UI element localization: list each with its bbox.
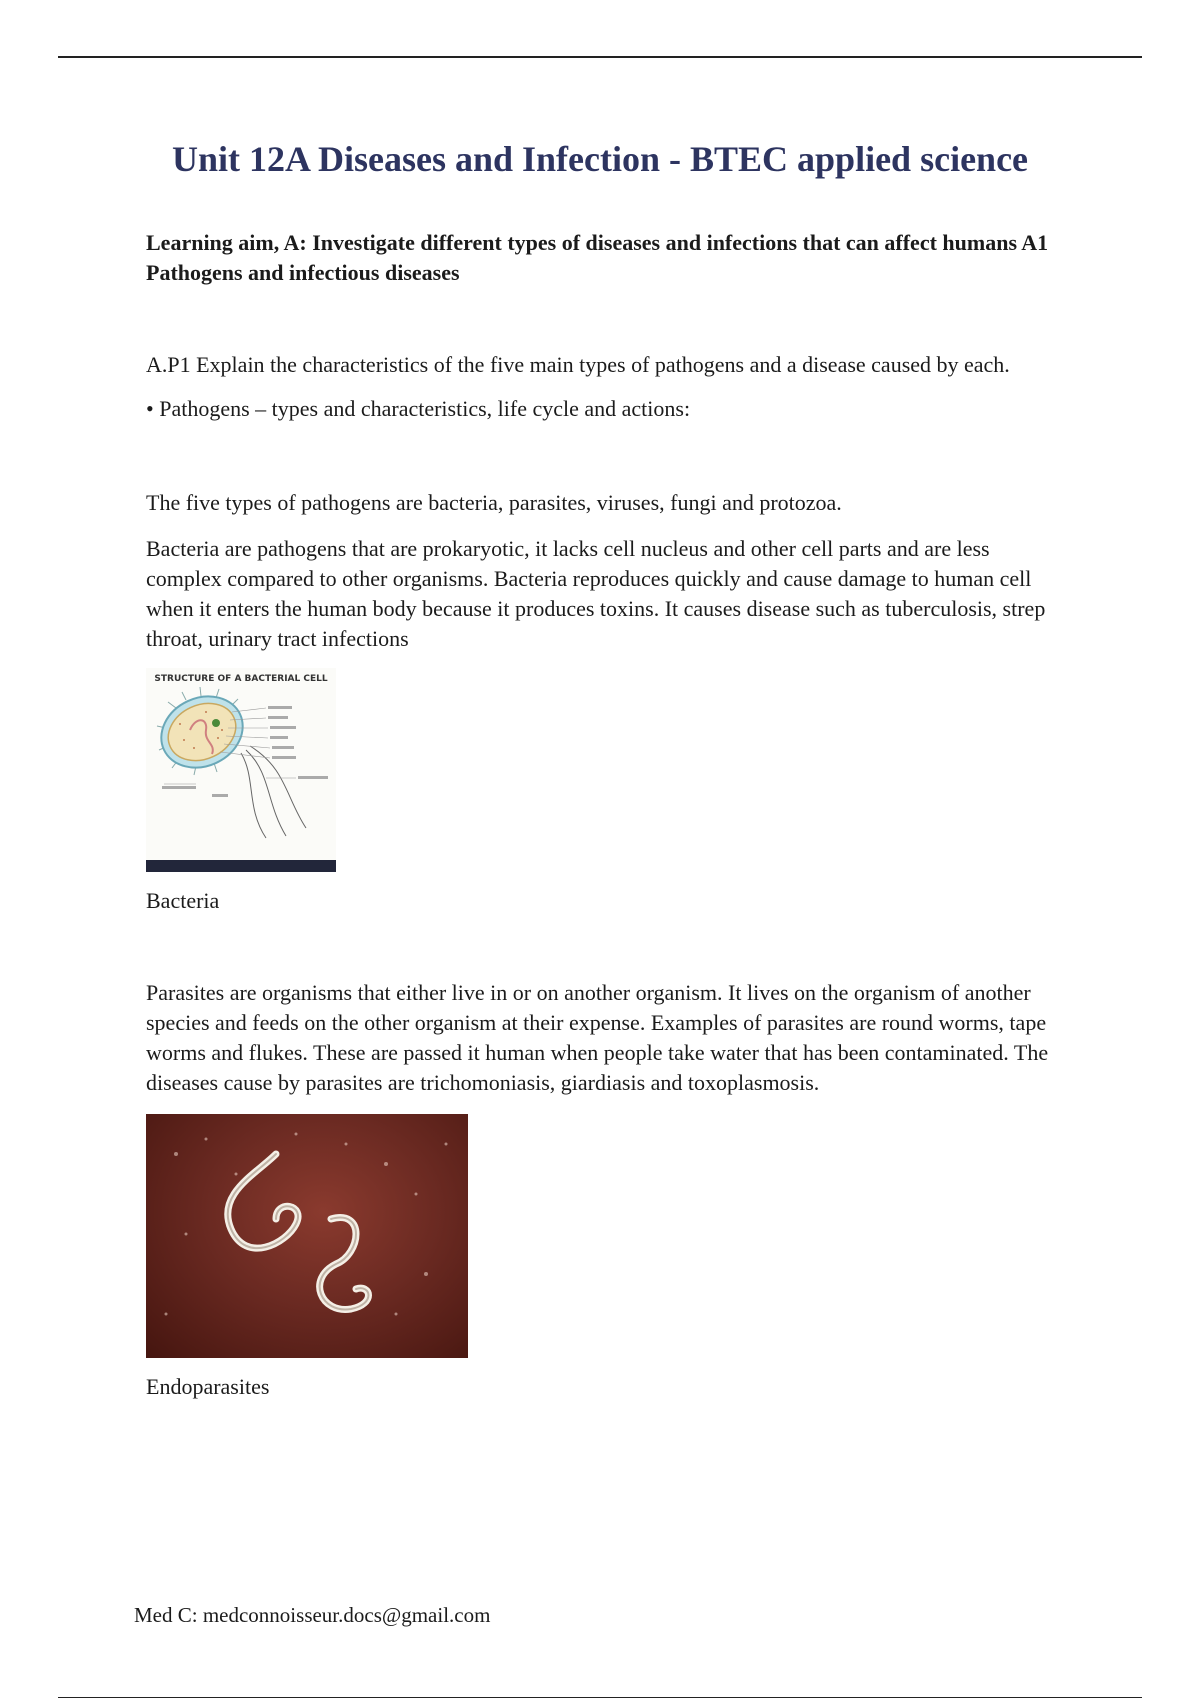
footer-contact: Med C: medconnoisseur.docs@gmail.com bbox=[134, 1603, 491, 1627]
bacteria-caption: Bacteria bbox=[146, 888, 220, 913]
pathogens-bullet: • Pathogens – types and characteristics, life cycle and actions: bbox=[146, 396, 691, 421]
bacteria-diagram-image bbox=[146, 668, 336, 872]
page-title: Unit 12A Diseases and Infection - BTEC applied science bbox=[171, 139, 1029, 179]
top-rule bbox=[58, 56, 1142, 58]
bacterial-cell-illustration bbox=[146, 668, 336, 872]
learning-aim: Learning aim, A: Investigate different types of diseases and infections that can affect humans A1 Pathogens and infectious diseases bbox=[146, 230, 1049, 285]
bacteria-diagram-heading: STRUCTURE OF A BACTERIAL CELL bbox=[154, 674, 328, 684]
bacteria-paragraph: Bacteria are pathogens that are prokaryotic, it lacks cell nucleus and other cell parts and are less complex compared to other organisms. Bacteria reproduces quickly and cause damage to human cell when it enters the human body because it produces toxins. It causes disease such as tuberculosis, strep throat, urinary tract infections bbox=[146, 536, 1046, 651]
intro-paragraph: The five types of pathogens are bacteria, parasites, viruses, fungi and protozoa. bbox=[146, 490, 842, 515]
endoparasites-photo bbox=[146, 1114, 468, 1358]
endoparasites-caption: Endoparasites bbox=[146, 1374, 270, 1399]
ap1-paragraph: A.P1 Explain the characteristics of the five main types of pathogens and a disease caused by each. bbox=[146, 352, 1010, 377]
image-credit-bar bbox=[146, 860, 336, 872]
parasites-paragraph: Parasites are organisms that either live in or on another organism. It lives on the organism of another species and feeds on the other organism at their expense. Examples of parasites are round worms, tape worms and flukes. These are passed it human when people take water that has been contaminated. The diseases cause by parasites are trichomoniasis, giardiasis and toxoplasmosis. bbox=[146, 980, 1049, 1095]
bottom-rule bbox=[58, 1697, 1142, 1698]
document-body bbox=[146, 228, 1056, 1402]
worm-illustration bbox=[146, 1114, 468, 1358]
